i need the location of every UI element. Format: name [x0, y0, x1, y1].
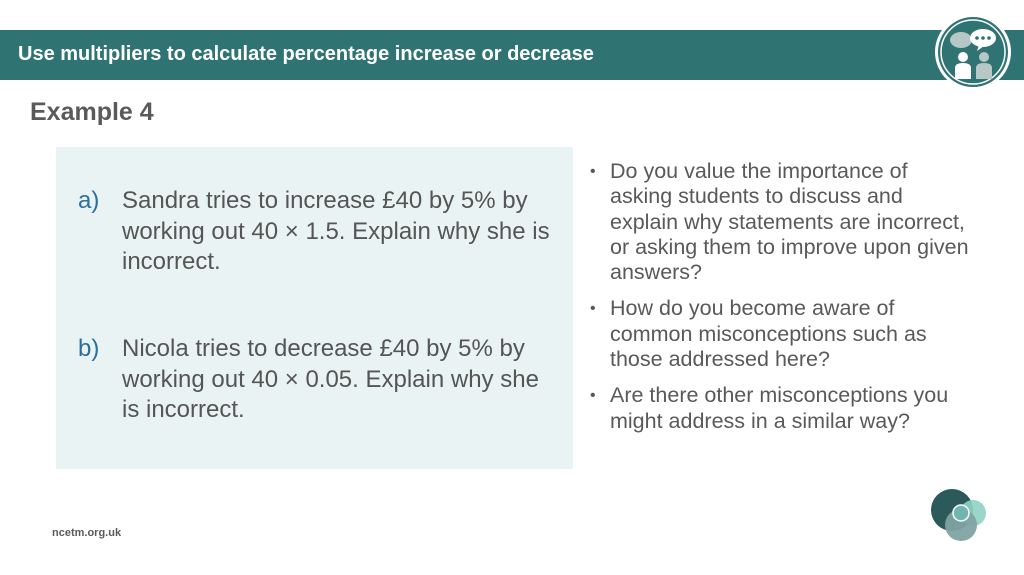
bullet-item	[590, 383, 970, 434]
ncetm-logo-icon	[926, 487, 990, 545]
bullet-item	[590, 159, 970, 285]
bullet-dot: •	[590, 387, 596, 405]
example-title: Example 4	[30, 98, 154, 126]
bullet-text: How do you become aware of common misconceptions such as those addressed here?	[610, 296, 927, 372]
bullet-text: Do you value the importance of asking students to discuss and explain why statements are incorrect, or asking them to improve upon given answers?	[610, 159, 969, 285]
question-marker: a)	[78, 187, 100, 214]
question-text: Sandra tries to increase £40 by 5% by working out 40 × 1.5. Explain why she is incorrect.	[122, 187, 550, 275]
discussion-bullets	[590, 159, 970, 445]
discussion-people-icon	[934, 13, 1012, 91]
slide-header-title: Use multipliers to calculate percentage increase or decrease	[18, 43, 594, 65]
bullet-text: Are there other misconceptions you might address in a similar way?	[610, 383, 949, 433]
footer-url: ncetm.org.uk	[52, 527, 122, 539]
header-bar	[0, 30, 1024, 80]
bullet-dot: •	[590, 300, 596, 318]
bullet-item	[590, 296, 970, 372]
question-panel	[56, 147, 573, 469]
question-text: Nicola tries to decrease £40 by 5% by working out 40 × 0.05. Explain why she is incorrect.	[122, 335, 539, 423]
bullet-dot: •	[590, 163, 596, 180]
question-marker: b)	[78, 335, 100, 362]
